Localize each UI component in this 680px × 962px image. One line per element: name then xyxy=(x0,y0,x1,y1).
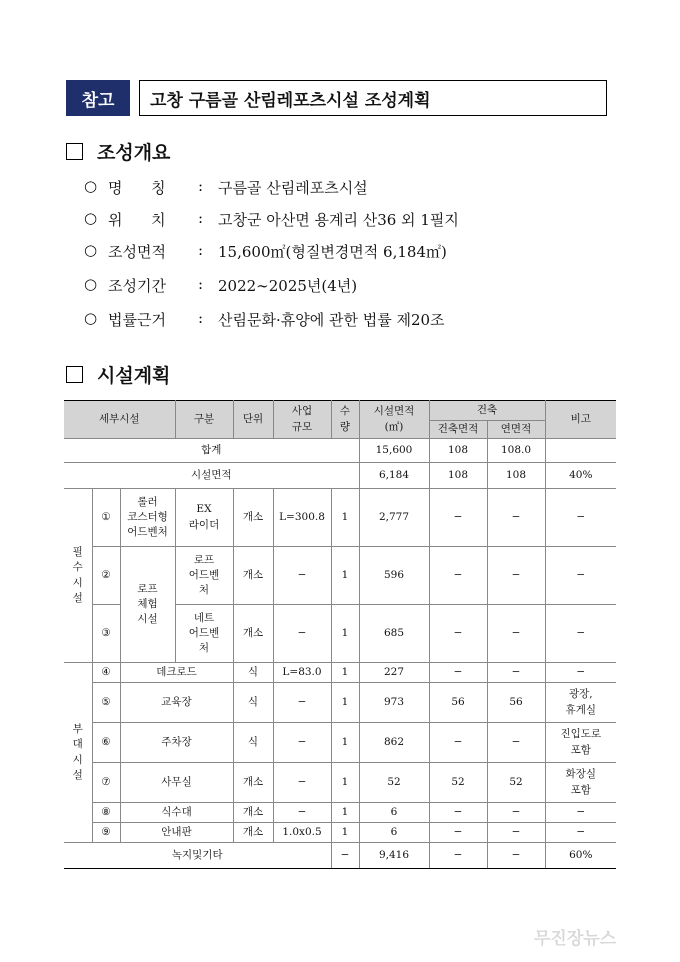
overview-heading: 조성개요 xyxy=(66,138,170,165)
table-row: ⑤ 교육장 식 − 1 973 56 56 광장, 휴게실 xyxy=(64,683,616,723)
table-row: ⑧ 식수대 개소 − 1 6 − − − xyxy=(64,803,616,823)
green-row: 녹지및기타 − 9,416 − − 60% xyxy=(64,843,616,869)
header-unit: 단위 xyxy=(233,401,273,439)
overview-item: ○ 법률근거 : 산림문화·휴양에 관한 법률 제20조 xyxy=(84,309,445,329)
group-aux: 부 대 시 설 xyxy=(64,663,92,843)
square-bullet-icon xyxy=(66,143,83,160)
plan-heading: 시설계획 xyxy=(66,361,170,388)
watermark: 무진장뉴스 xyxy=(534,929,617,949)
doc-title: 고창 구름골 산림레포츠시설 조성계획 xyxy=(139,80,607,116)
overview-item: ○ 명 칭 : 구름골 산림레포츠시설 xyxy=(84,177,368,197)
rope-group: 로프 체험 시설 xyxy=(120,547,175,663)
square-bullet-icon xyxy=(66,366,83,383)
header-building: 건축 xyxy=(429,401,545,421)
header-type: 구분 xyxy=(175,401,233,439)
header-qty: 수 량 xyxy=(331,401,359,439)
facility-plan-table xyxy=(64,400,616,869)
table-row: ⑥ 주차장 식 − 1 862 − − 진입도로 포함 xyxy=(64,723,616,763)
table-row: ⑨ 안내판 개소 1.0x0.5 1 6 − − − xyxy=(64,823,616,843)
table-row: ⑦ 사무실 개소 − 1 52 52 52 화장실 포함 xyxy=(64,763,616,803)
overview-item: ○ 위 치 : 고창군 아산면 용계리 산36 외 1필지 xyxy=(84,209,459,229)
header-scale: 사업 규모 xyxy=(273,401,331,439)
overview-item: ○ 조성면적 : 15,600㎡(형질변경면적 6,184㎡) xyxy=(84,241,447,261)
header-building-area: 건축면적 xyxy=(429,421,487,439)
header-detail: 세부시설 xyxy=(64,401,175,439)
group-required: 필 수 시 설 xyxy=(64,489,92,663)
table-header-row xyxy=(64,401,616,421)
doc-title-row xyxy=(66,80,607,116)
reference-tag: 참고 xyxy=(66,80,130,116)
facility-area-row: 시설면적 6,184 108 108 40% xyxy=(64,463,616,489)
table-row: ③ 네트 어드벤 처 개소 − 1 685 − − − xyxy=(64,605,616,663)
header-area: 시설면적 (㎡) xyxy=(359,401,429,439)
table-row: 부 대 시 설 ④ 데크로드 식 L=83.0 1 227 − − − xyxy=(64,663,616,683)
header-floor-area: 연면적 xyxy=(487,421,545,439)
table-row: ② 로프 체험 시설 로프 어드벤 처 개소 − 1 596 − − − xyxy=(64,547,616,605)
header-note: 비고 xyxy=(545,401,616,439)
total-row: 합계 15,600 108 108.0 xyxy=(64,439,616,463)
overview-item: ○ 조성기간 : 2022∼2025년(4년) xyxy=(84,275,358,295)
table-row: 필 수 시 설 ① 롤러 코스터형 어드벤처 EX 라이더 개소 L=300.8 1 2,777 − − − xyxy=(64,489,616,547)
